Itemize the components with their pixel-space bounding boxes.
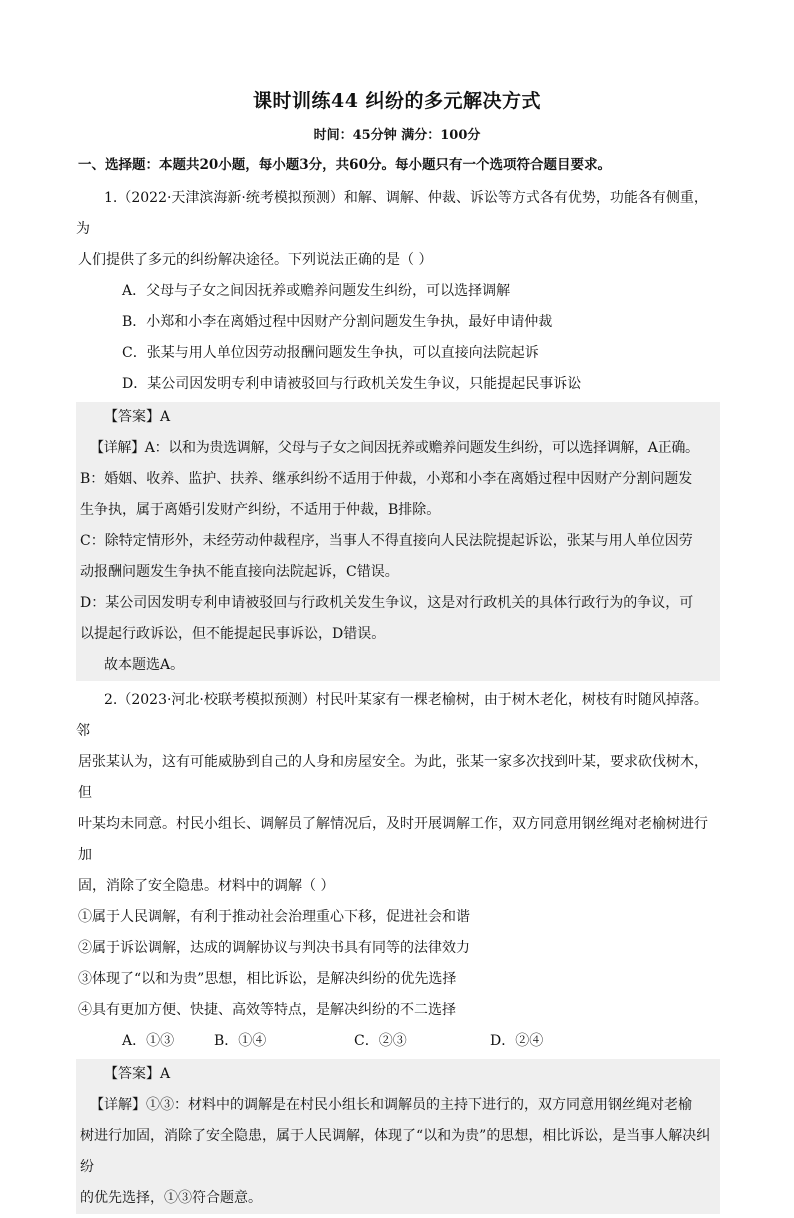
q1-detail-line: 生争执，属于离婚引发财产纠纷，不适用于仲裁，B排除。 [80,502,441,518]
section-heading: 一、选择题：本题共20小题，每小题3分，共60分。每小题只有一个选项符合题目要求。 [78,157,611,173]
q2-detail-line: 的优先选择，①③符合题意。 [80,1190,262,1206]
q1-detail-line: 【详解】A：以和为贵选调解，父母与子女之间因抚养或赡养问题发生纠纷，可以选择调解，A正确。 [90,440,699,456]
q2-stem-line: 固，消除了安全隐患。材料中的调解（ ） [78,878,335,894]
q1-stem-line2: 人们提供了多元的纠纷解决途径。下列说法正确的是（ ） [78,252,433,268]
q1-detail-line: C：除特定情形外，未经劳动仲裁程序，当事人不得直接向人民法院提起诉讼，张某与用人单位因劳 [80,533,693,549]
q2-answer-block [76,1059,720,1214]
q1-option-d: D．某公司因发明专利申请被驳回与行政机关发生争议，只能提起民事诉讼 [122,376,582,392]
q1-conclusion: 故本题选A。 [104,657,185,673]
q1-option-a: A．父母与子女之间因抚养或赡养问题发生纠纷，可以选择调解 [122,283,511,299]
q2-statement-3: ③体现了“以和为贵”思想，相比诉讼，是解决纠纷的优先选择 [78,971,457,987]
time-score-info: 时间：45分钟 满分：100分 [313,128,481,143]
q1-detail-line: 以提起行政诉讼，但不能提起民事诉讼，D错误。 [80,626,386,642]
q2-choice-a: A．①③ [122,1033,175,1049]
q1-stem-line1: 1.（2022·天津滨海新·统考模拟预测）和解、调解、仲裁、诉讼等方式各有优势，功能各有侧重，为 [76,190,708,237]
q1-option-c: C．张某与用人单位因劳动报酬问题发生争执，可以直接向法院起诉 [122,345,539,361]
q1-detail-line: D：某公司因发明专利申请被驳回与行政机关发生争议，这是对行政机关的具体行政行为的争议，可 [80,595,694,611]
q1-detail-line: B：婚姻、收养、监护、扶养、继承纠纷不适用于仲裁，小郑和小李在离婚过程中因财产分割问题发 [80,471,693,487]
q2-stem-line: 居张某认为，这有可能威胁到自己的人身和房屋安全。为此，张某一家多次找到叶某，要求砍伐树木，但 [78,754,708,801]
q2-stem-line: 叶某均未同意。村民小组长、调解员了解情况后，及时开展调解工作，双方同意用钢丝绳对老榆树进行加 [78,816,708,863]
question-content [76,183,720,1218]
q1-detail-line: 动报酬问题发生争执不能直接向法院起诉，C错误。 [80,564,399,580]
q2-answer: 【答案】A [104,1066,171,1082]
q2-detail-line: 【详解】①③：材料中的调解是在村民小组长和调解员的主持下进行的，双方同意用钢丝绳对老榆 [90,1097,692,1113]
q2-statement-2: ②属于诉讼调解，达成的调解协议与判决书具有同等的法律效力 [78,940,470,956]
q1-option-b: B．小郑和小李在离婚过程中因财产分割问题发生争执，最好申请仲裁 [122,314,553,330]
q2-stem-line: 2.（2023·河北·校联考模拟预测）村民叶某家有一棵老榆树，由于树木老化，树枝有时随风掉落。邻 [76,692,708,739]
q2-choice-b: B．①④ [214,1033,267,1049]
q2-statement-1: ①属于人民调解，有利于推动社会治理重心下移，促进社会和谐 [78,909,470,925]
q2-choice-c: C．②③ [354,1033,407,1049]
q1-answer: 【答案】A [104,409,171,425]
q2-statement-4: ④具有更加方便、快捷、高效等特点，是解决纠纷的不二选择 [78,1002,456,1018]
q2-choices [76,1026,720,1057]
q2-choice-d: D．②④ [490,1033,544,1049]
q2-detail-line: 树进行加固，消除了安全隐患，属于人民调解，体现了“以和为贵”的思想，相比诉讼，是当事人解决纠纷 [80,1128,711,1175]
q1-answer-block [76,402,720,681]
page-title: 课时训练44 纠纷的多元解决方式 [252,90,542,112]
